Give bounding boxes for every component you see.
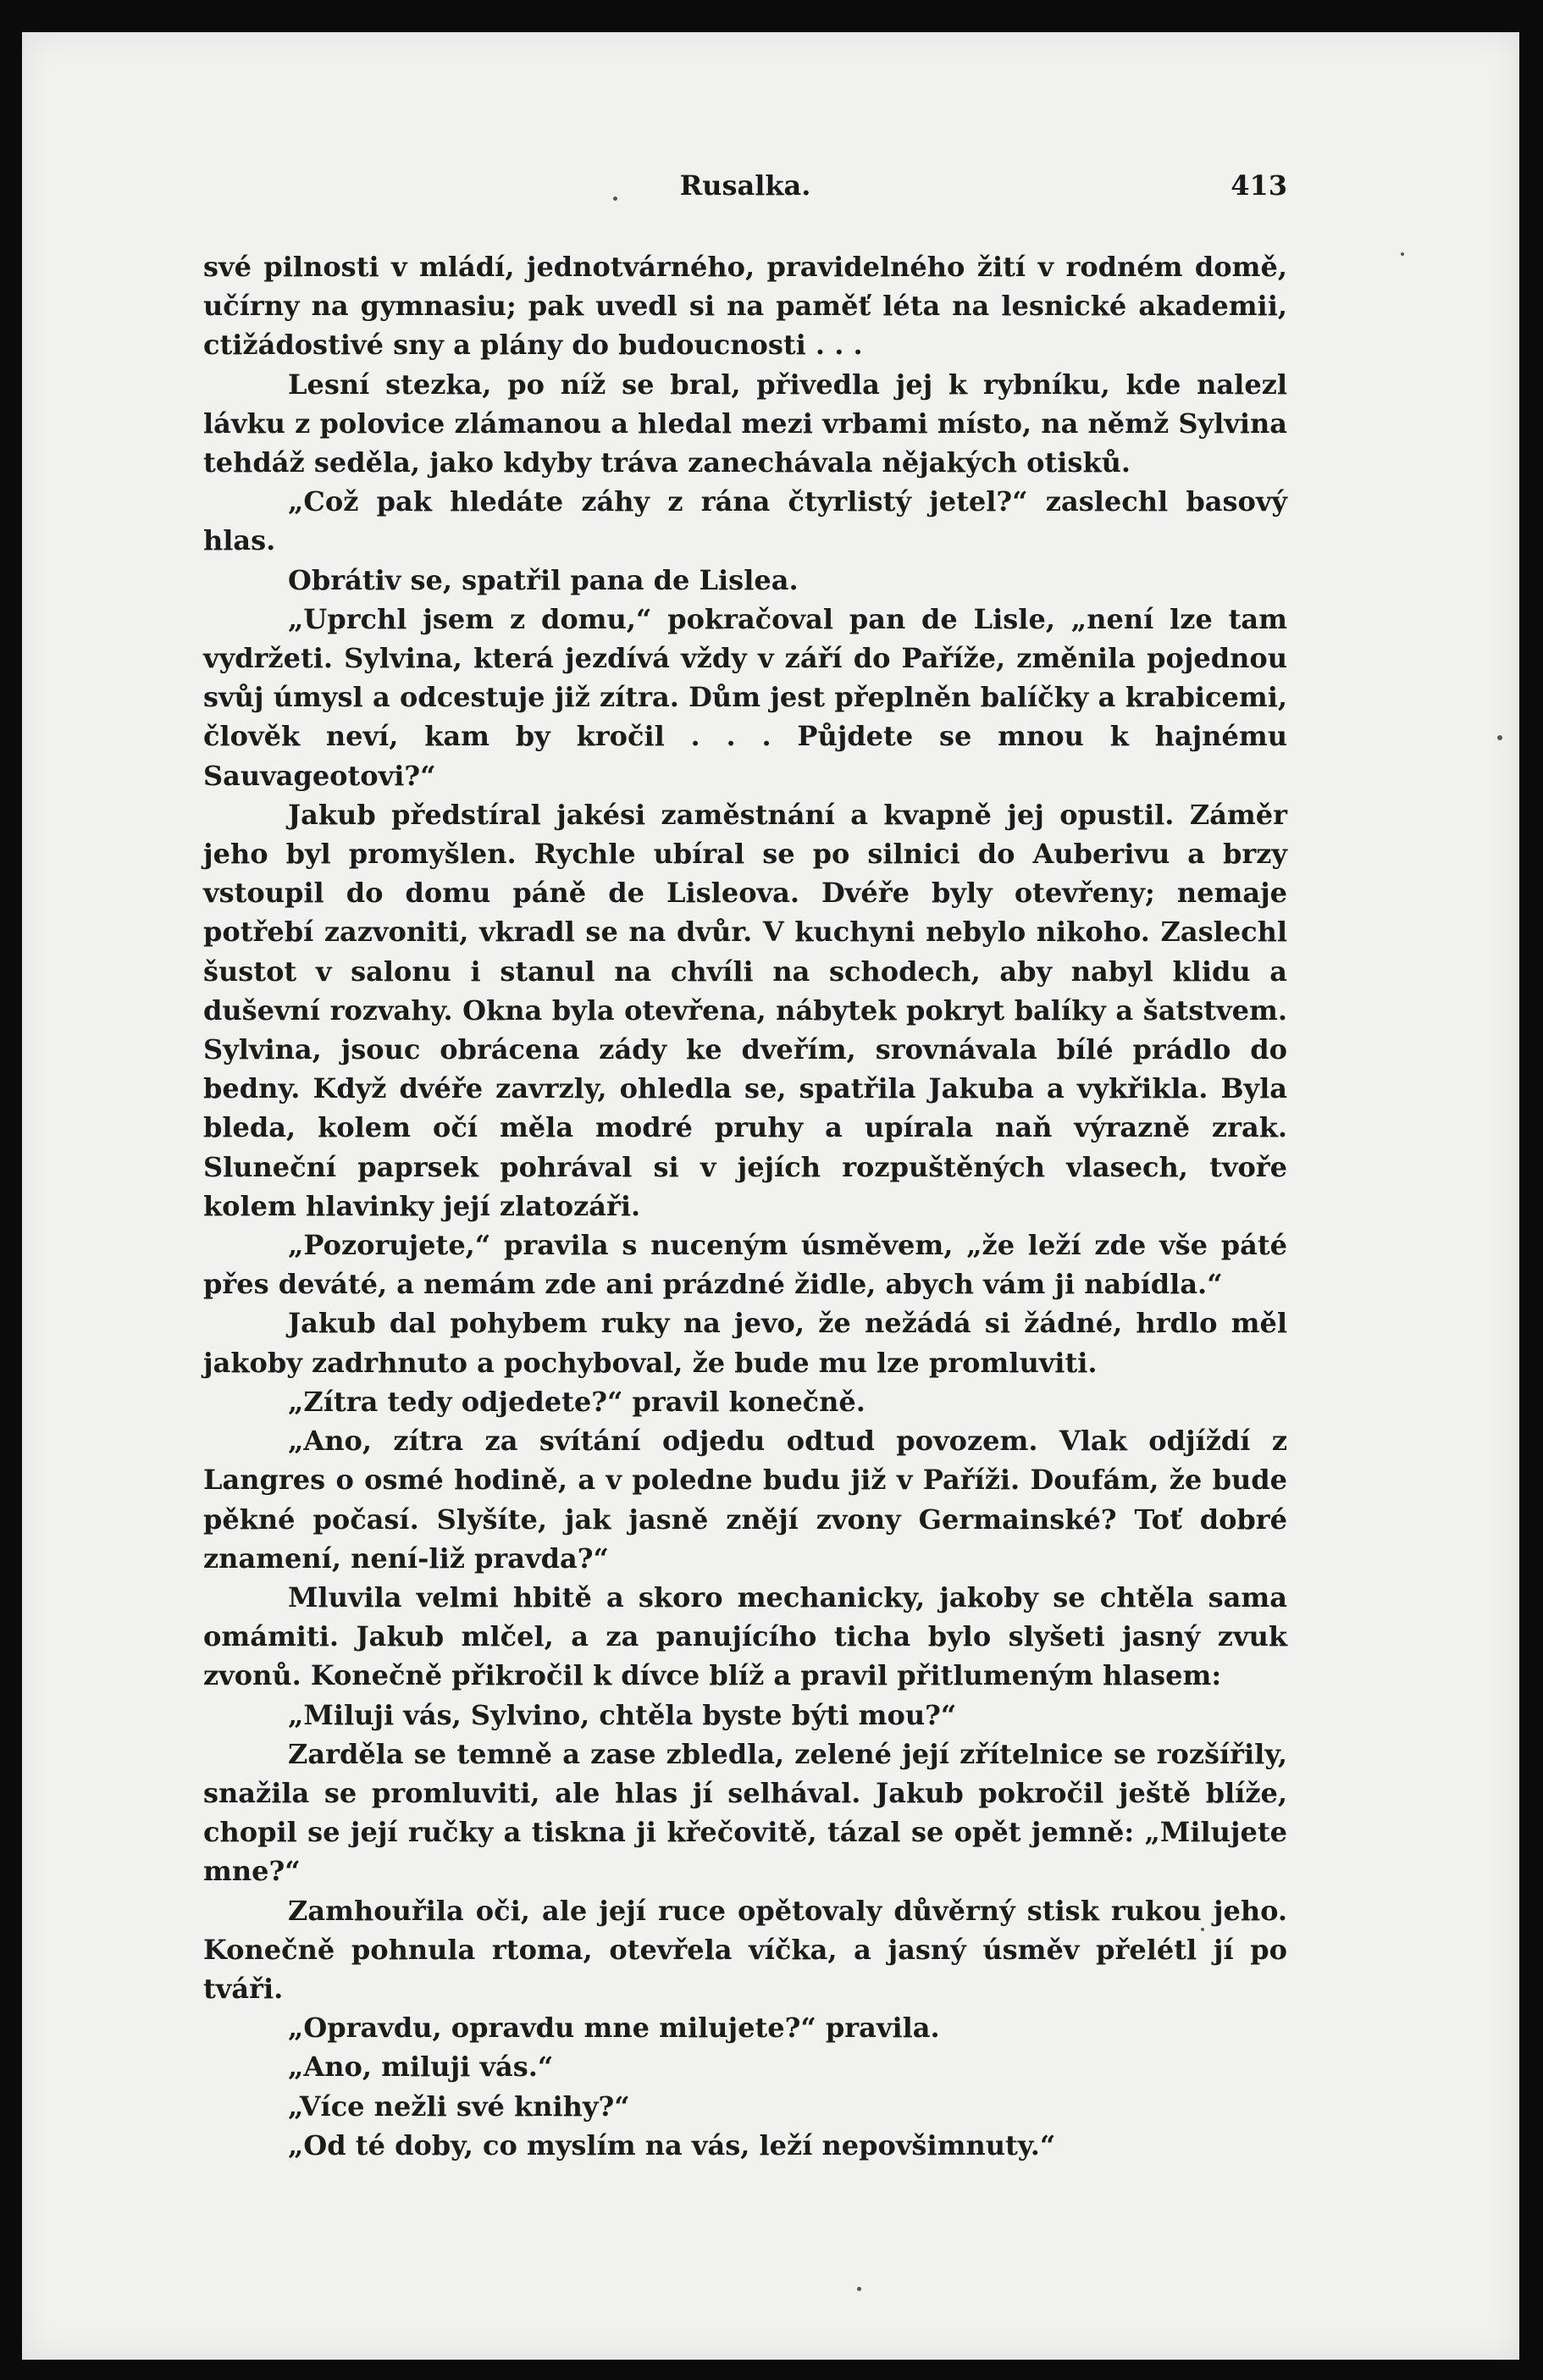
paragraph: Zarděla se temně a zase zbledla, zelené její zřítelnice se rozšířily, snažila se promluviti, ale hlas jí selhával. Jakub pokročil ještě blíže, chopil se její ručky a tiskna ji křečovitě, tázal se opět jemně: „Milujete mne?“ <box>203 1737 1287 1888</box>
scan-speck <box>1201 1928 1204 1931</box>
paragraph: „Uprchl jsem z domu,“ pokračoval pan de Lisle, „není lze tam vydržeti. Sylvina, která jezdívá vždy v září do Paříže, změnila pojednou svůj úmysl a odcestuje již zítra. Dům jest přeplněn balíčky a krabicemi, člověk neví, kam by kročil . . . Půjdete se mnou k hajnému Sauvageotovi?“ <box>203 602 1287 792</box>
paragraph: Lesní stezka, po níž se bral, přivedla jej k rybníku, kde nalezl lávku z polovice zlámanou a hledal mezi vrbami místo, na němž Sylvina tehdáž seděla, jako kdyby tráva zanechávala nějakých otisků. <box>203 368 1287 479</box>
scan-speck <box>1497 735 1502 740</box>
paragraph: své pilnosti v mládí, jednotvárného, pravidelného žití v rodném domě, učírny na gymnasiu; pak uvedl si na paměť léta na lesnické akademii, ctižádostivé sny a plány do budoucnosti . . . <box>203 251 1287 362</box>
scan-speck <box>1401 252 1404 256</box>
paragraph: „Zítra tedy odjedete?“ pravil konečně. <box>288 1385 866 1418</box>
scan-speck <box>613 196 617 201</box>
paragraph: „Od té doby, co myslím na vás, leží nepovšimnuty.“ <box>288 2128 1056 2161</box>
paragraph: Jakub předstíral jakési zaměstnání a kvapně jej opustil. Záměr jeho byl promyšlen. Rychle ubíral se po silnici do Auberivu a brzy vstoupil do domu páně de Lisleova. Dvéře byly otevřeny; nemaje potřebí zazvoniti, vkradl se na dvůr. V kuchyni nebylo nikoho. Zaslechl šustot v salonu i stanul na chvíli na schodech, aby nabyl klidu a duševní rozvahy. Okna byla otevřena, nábytek pokryt balíky a šatstvem. Sylvina, jsouc obrácena zády ke dveřím, srovnávala bílé prádlo do bedny. Když dvéře zavrzly, ohledla se, spatřila Jakuba a vykřikla. Byla bleda, kolem očí měla modré pruhy a upírala naň výrazně zrak. Sluneční paprsek pohrával si v jejích rozpuštěných vlasech, tvoře kolem hlavinky její zlatozáři. <box>203 798 1287 1222</box>
body-text <box>203 247 1287 2165</box>
scan-speck <box>857 2287 861 2291</box>
paragraph: „Což pak hledáte záhy z rána čtyrlistý jetel?“ zaslechl basový hlas. <box>203 485 1287 557</box>
paragraph: Jakub dal pohybem ruky na jevo, že nežádá si žádné, hrdlo měl jakoby zadrhnuto a pochyboval, že bude mu lze promluviti. <box>203 1307 1287 1379</box>
paragraph: „Ano, miluji vás.“ <box>288 2051 554 2084</box>
paragraph: Obrátiv se, spatřil pana de Lislea. <box>288 563 799 596</box>
paragraph: Mluvila velmi hbitě a skoro mechanicky, jakoby se chtěla sama omámiti. Jakub mlčel, a za panujícího ticha bylo slyšeti jasný zvuk zvonů. Konečně přikročil k dívce blíž a pravil přitlumeným hlasem: <box>203 1580 1287 1692</box>
paragraph: „Opravdu, opravdu mne milujete?“ pravila. <box>288 2012 940 2045</box>
running-title: Rusalka. <box>679 169 811 202</box>
paragraph: „Ano, zítra za svítání odjedu odtud povozem. Vlak odjíždí z Langres o osmé hodině, a v poledne budu již v Paříži. Doufám, že bude pěkné počasí. Slyšíte, jak jasně znějí zvony Germainské? Toť dobré znamení, není-liž pravda?“ <box>203 1425 1287 1575</box>
page-number: 413 <box>1231 169 1287 202</box>
paragraph: Zamhouřila oči, ale její ruce opětovaly důvěrný stisk rukou jeho. Konečně pohnula rtoma, otevřela víčka, a jasný úsměv přelétl jí po tváři. <box>203 1894 1287 2005</box>
paragraph: „Více nežli své knihy?“ <box>288 2089 630 2123</box>
paragraph: „Pozorujete,“ pravila s nuceným úsměvem, „že leží zde vše páté přes deváté, a nemám zde ani prázdné židle, abych vám ji nabídla.“ <box>203 1229 1287 1301</box>
paragraph: „Miluji vás, Sylvino, chtěla byste býti mou?“ <box>288 1698 957 1731</box>
page-header <box>203 169 1287 220</box>
